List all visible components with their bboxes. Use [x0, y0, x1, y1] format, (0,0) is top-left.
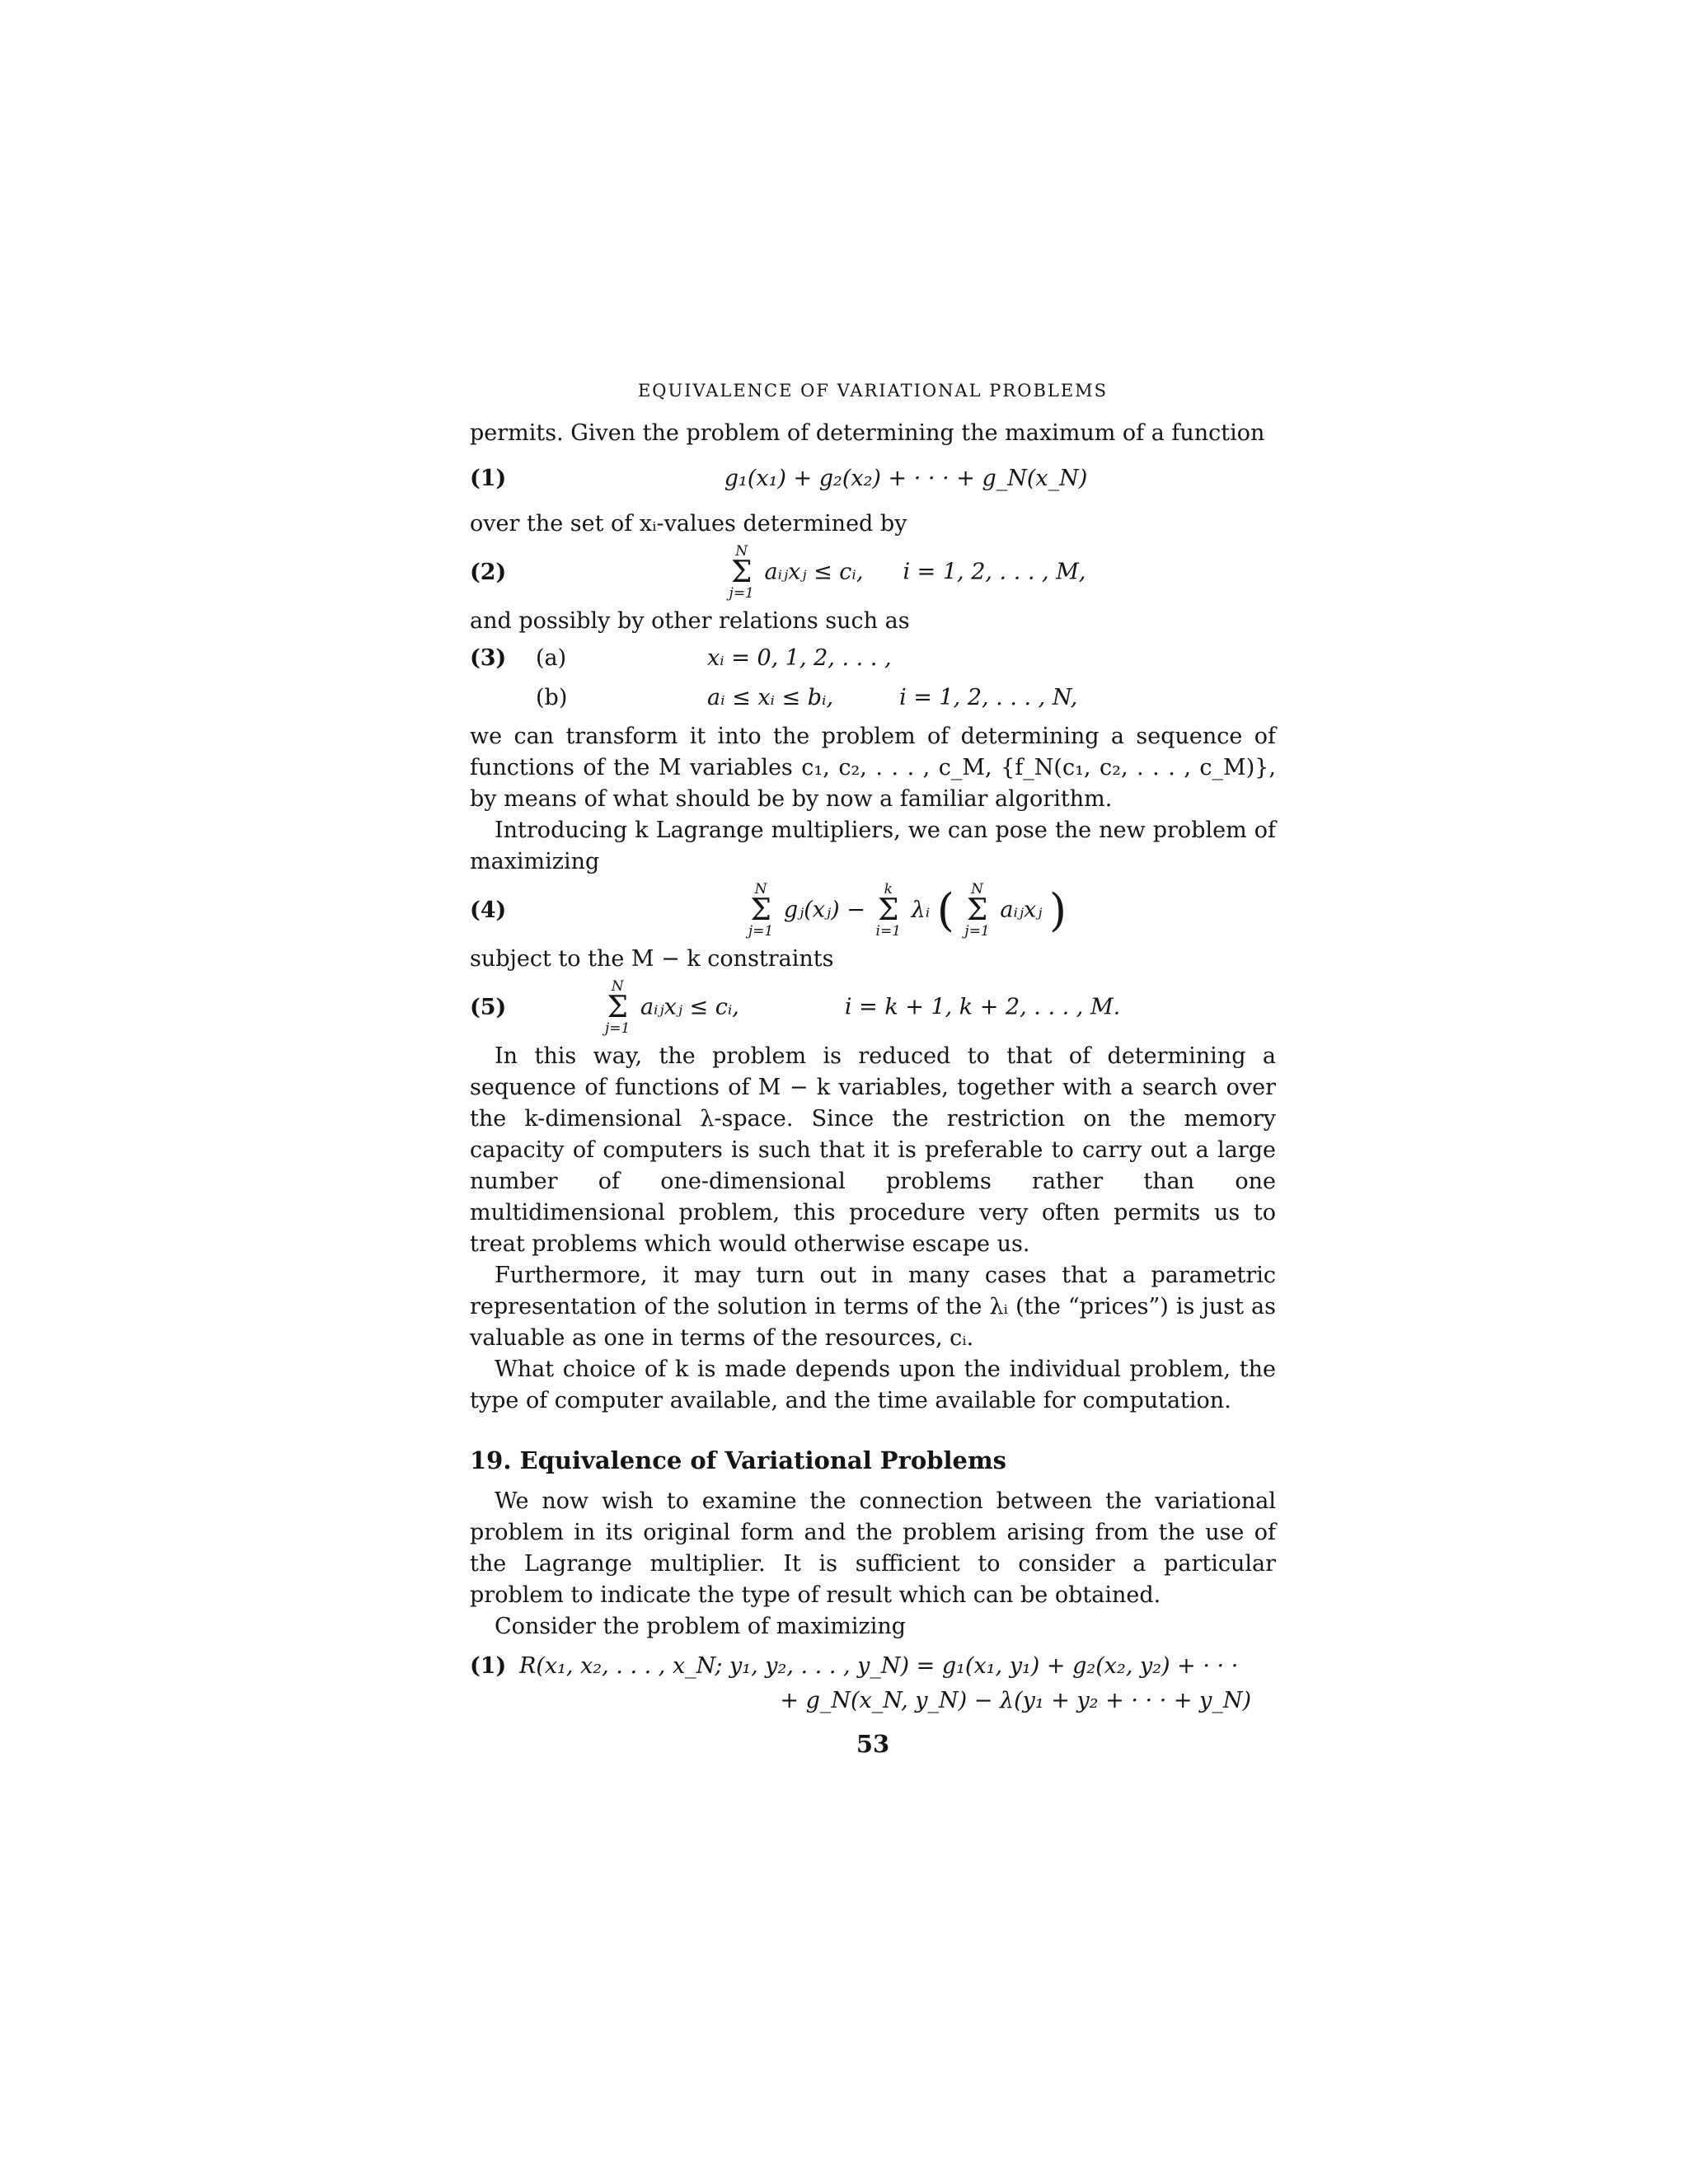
equation-number: (1): [470, 466, 507, 491]
equation-body: [536, 980, 1276, 1036]
sigma-symbol: Σ: [878, 893, 899, 927]
equation-number: (2): [470, 560, 507, 585]
equation-2: [470, 545, 1276, 601]
sigma-symbol: Σ: [750, 893, 771, 927]
equation-term: gⱼ(xⱼ) −: [783, 897, 865, 923]
sum-upper-limit: N: [735, 543, 748, 560]
paragraph-11: Consider the problem of maximizing: [495, 1614, 907, 1639]
sum-lower-limit: j=1: [964, 923, 990, 940]
paragraph-5: Introducing k Lagrange multipliers, we can pose the new problem of maximizing: [470, 818, 1276, 874]
equation-term: aᵢⱼxⱼ ≤ cᵢ,: [640, 994, 739, 1020]
equation-1: [470, 454, 1276, 504]
equation-number: (5): [470, 995, 507, 1020]
equation-term: λᵢ: [911, 897, 931, 923]
section-heading: 19. Equivalence of Variational Problems: [470, 1446, 1006, 1474]
equation-term: aᵢⱼxⱼ: [1000, 897, 1043, 923]
equation-r: [470, 1651, 1276, 1717]
equation-range: i = 1, 2, . . . , M,: [903, 559, 1086, 585]
equation-number: (1): [470, 1653, 507, 1679]
equation-4: [470, 883, 1276, 939]
summation: [876, 883, 902, 939]
equation-body: [618, 682, 1276, 714]
running-head: EQUIVALENCE OF VARIATIONAL PROBLEMS: [637, 381, 1109, 401]
sum-lower-limit: j=1: [605, 1020, 631, 1037]
sigma-symbol: Σ: [966, 893, 988, 927]
equation-body: xᵢ = 0, 1, 2, . . . ,: [707, 645, 892, 671]
equation-range: i = 1, 2, . . . , N,: [899, 685, 1078, 710]
summation: [729, 545, 754, 601]
sum-upper-limit: N: [971, 881, 984, 898]
equation-sublabel: (a): [536, 645, 567, 671]
sigma-symbol: Σ: [607, 991, 628, 1024]
paragraph-1: permits. Given the problem of determining the maximum of a function: [470, 420, 1265, 446]
paragraph-8: Furthermore, it may turn out in many cases that a parametric representation of the solution in terms of the λᵢ (the “prices”) is just as valuable as one in terms of the resources, cᵢ.: [470, 1263, 1276, 1351]
sum-upper-limit: k: [884, 881, 893, 898]
paragraph-6: subject to the M − k constraints: [470, 946, 834, 972]
paragraph-10: We now wish to examine the connection between the variational problem in its original form and the problem arising from the use of the Lagrange multiplier. It is sufficient to consider a particular problem to indicate the type of result which can be obtained.: [470, 1488, 1276, 1608]
sigma-symbol: Σ: [730, 555, 753, 589]
paragraph-2: over the set of xᵢ-values determined by: [470, 511, 907, 537]
equation-5: [470, 980, 1276, 1036]
summation: [605, 980, 630, 1036]
equation-line-1: [470, 1651, 1276, 1682]
equation-term: aᵢ ≤ xᵢ ≤ bᵢ,: [707, 685, 834, 710]
sum-upper-limit: N: [611, 978, 624, 995]
summation: [964, 883, 989, 939]
page-number: 53: [856, 1730, 890, 1758]
paragraph-4: we can transform it into the problem of determining a sequence of functions of the M variables c₁, c₂, . . . , c_M, {f_N(c₁, c₂, . . . , c_M)}, by means of what should be by now a familiar algorithm.: [470, 724, 1276, 812]
page: [470, 375, 1276, 1760]
sum-lower-limit: i=1: [875, 923, 902, 940]
paragraph-7: In this way, the problem is reduced to that of determining a sequence of functions of M − k variables, together with a search over the k-dimensional λ-space. Since the restriction on the memory capacity of computers is such that it is preferable to carry out a large number of one-dimensional problems rather than one multidimensional problem, this procedure very often permits us to treat problems which would otherwise escape us.: [470, 1043, 1276, 1257]
right-paren: ): [1048, 884, 1067, 936]
equation-range: i = k + 1, k + 2, . . . , M.: [844, 994, 1121, 1020]
sum-upper-limit: N: [754, 881, 767, 898]
equation-body: [536, 545, 1276, 601]
summation: [748, 883, 773, 939]
sum-lower-limit: j=1: [748, 923, 774, 940]
equation-body: [536, 883, 1276, 939]
equation-sublabel: (b): [536, 685, 568, 710]
equation-3b: [470, 680, 1276, 716]
equation-term: aᵢⱼxⱼ ≤ cᵢ,: [764, 559, 864, 585]
equation-body: R(x₁, x₂, . . . , x_N; y₁, y₂, . . . , y_N) = g₁(x₁, y₁) + g₂(x₂, y₂) + · · ·: [519, 1653, 1239, 1679]
left-paren: (: [936, 884, 954, 936]
equation-line-2: + g_N(x_N, y_N) − λ(y₁ + y₂ + · · · + y_N): [780, 1688, 1251, 1713]
equation-body: g₁(x₁) + g₂(x₂) + · · · + g_N(x_N): [724, 466, 1088, 491]
equation-3a: [470, 640, 1276, 677]
equation-number: (3): [470, 645, 507, 671]
equation-number: (4): [470, 898, 507, 923]
paragraph-3: and possibly by other relations such as: [470, 608, 910, 634]
paragraph-9: What choice of k is made depends upon the individual problem, the type of computer available, and the time available for computation.: [470, 1357, 1276, 1413]
sum-lower-limit: j=1: [729, 585, 754, 602]
